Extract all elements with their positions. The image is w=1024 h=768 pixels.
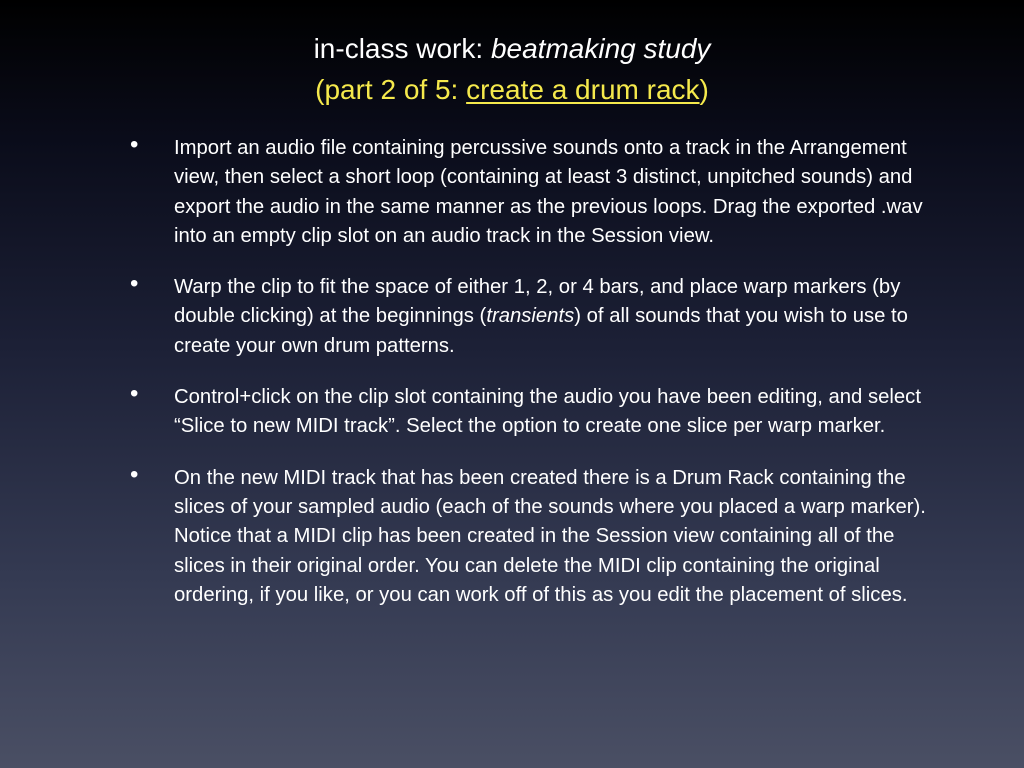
title-italic: beatmaking study — [490, 33, 711, 64]
bullet-text-after: ) of all sounds that you wish to use to create your own drum patterns. — [174, 305, 908, 357]
subtitle-link[interactable]: create a drum rack — [466, 74, 700, 105]
subtitle-close: ) — [699, 74, 709, 105]
bullet-item-4 — [130, 460, 950, 610]
subtitle-open: (part 2 of 5: — [315, 74, 467, 105]
bullet-dot: • — [130, 270, 139, 298]
subtitle-line — [0, 68, 1024, 112]
title-line — [0, 30, 1024, 68]
title-prefix: in-class work: — [313, 33, 491, 64]
bullet-text-italic: transients — [486, 305, 575, 328]
slide-title — [0, 30, 1024, 112]
bullet-list — [130, 131, 950, 632]
bullet-item-1 — [130, 131, 950, 251]
bullet-text: On the new MIDI track that has been created there is a Drum Rack containing the slices of your sampled audio (each of the sounds where you placed a warp marker). Notice that a MIDI clip has been created in the Session view containing all of the slices in their original order. You can delete the MIDI clip containing the original ordering, if you like, or you can work off of this as you edit the placement of slices. — [174, 466, 926, 606]
bullet-text: Control+click on the clip slot containing the audio you have been editing, and select “Slice to new MIDI track”. Select the option to create one slice per warp marker. — [174, 386, 921, 438]
bullet-item-2 — [130, 270, 950, 361]
bullet-dot: • — [130, 380, 139, 408]
bullet-text-before: Warp the clip to fit the space of either 1, 2, or 4 bars, and place warp markers (by double clicking) at the beginnings ( — [174, 276, 901, 328]
bullet-text: Import an audio file containing percussive sounds onto a track in the Arrangement view, then select a short loop (containing at least 3 distinct, unpitched sounds) and export the audio in the same manner as the previous loops. Drag the exported .wav into an empty clip slot on an audio track in the Session view. — [174, 137, 923, 247]
bullet-dot: • — [130, 131, 139, 158]
bullet-item-3 — [130, 380, 950, 442]
bullet-dot: • — [130, 460, 139, 488]
